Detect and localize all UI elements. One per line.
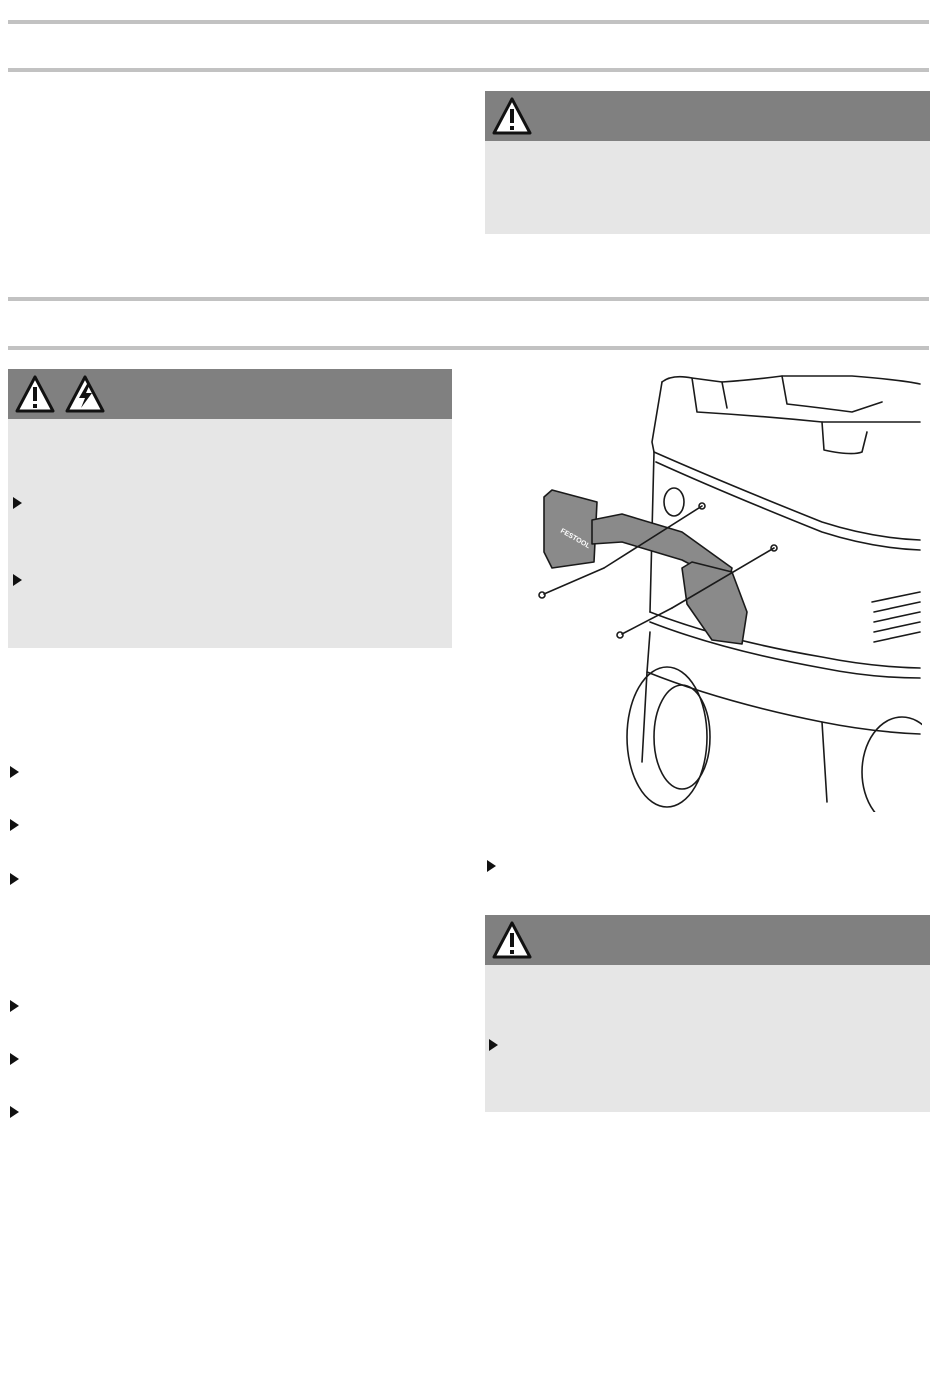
section-rule-middle-1 — [8, 297, 929, 301]
bullet-arrow-icon — [10, 873, 19, 885]
bullet-arrow-icon — [489, 1039, 498, 1051]
warning-triangle-icon — [491, 96, 533, 136]
bullet-arrow-icon — [13, 574, 22, 586]
bullet-arrow-icon — [10, 1000, 19, 1012]
electric-hazard-icon — [64, 374, 106, 414]
section-rule-middle-2 — [8, 346, 929, 350]
warning-box-top — [485, 91, 930, 234]
figure-brand-label: FESTOOL — [559, 527, 592, 551]
handle-mounting-illustration — [522, 372, 922, 812]
bullet-arrow-icon — [487, 860, 496, 872]
bullet-arrow-icon — [13, 497, 22, 509]
warning-box-header — [8, 369, 452, 419]
warning-box-header — [485, 91, 930, 141]
warning-triangle-icon — [491, 920, 533, 960]
warning-triangle-icon — [14, 374, 56, 414]
warning-box-electric — [8, 369, 452, 648]
section-rule-top-2 — [8, 68, 929, 72]
bullet-arrow-icon — [10, 819, 19, 831]
bullet-arrow-icon — [10, 1106, 19, 1118]
warning-box-bottom — [485, 915, 930, 1112]
bullet-arrow-icon — [10, 1053, 19, 1065]
bullet-arrow-icon — [10, 766, 19, 778]
warning-box-header — [485, 915, 930, 965]
section-rule-top-1 — [8, 20, 929, 24]
